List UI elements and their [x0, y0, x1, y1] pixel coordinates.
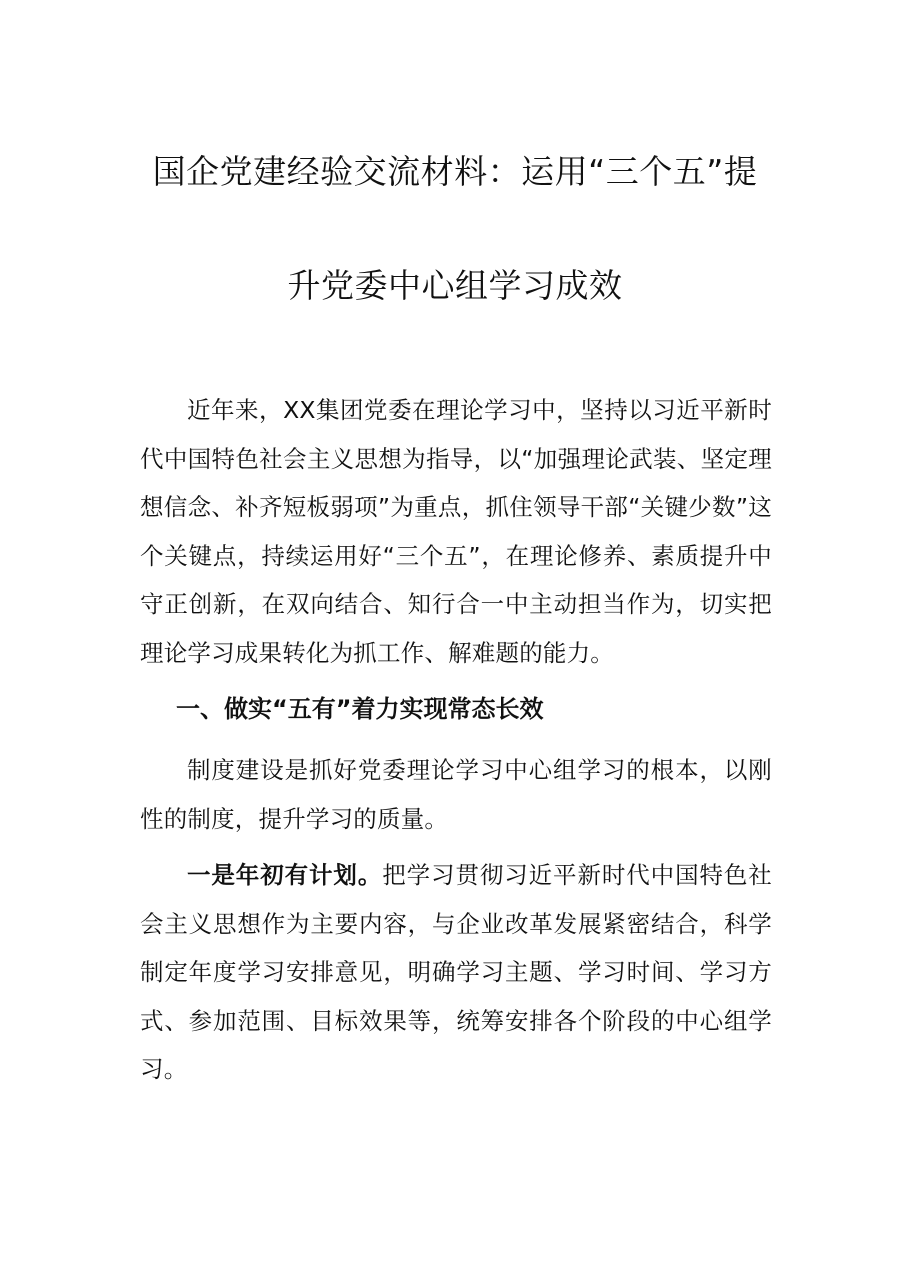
section-heading: 一、做实“五有”着力实现常态长效 [176, 695, 544, 723]
point-one-body: 把学习贯彻习近平新时代中国特色社会主义思想作为主要内容，与企业改革发展紧密结合，科学制定年度学习安排意见，明确学习主题、学习时间、学习方式、参加范围、目标效果等，统筹安排各个阶段的中心组学习。 [140, 861, 772, 1083]
point-one-paragraph [140, 851, 772, 1094]
intro-paragraph: 近年来，XX集团党委在理论学习中，坚持以习近平新时代中国特色社会主义思想为指导，以“加强理论武装、坚定理想信念、补齐短板弱项”为重点，抓住领导干部“关键少数”这个关键点，持续运用好“三个五”，在理论修养、素质提升中守正创新，在双向结合、知行合一中主动担当作为，切实把理论学习成果转化为抓工作、解难题的能力。 [140, 396, 772, 667]
point-one-lead: 一是年初有计划。 [187, 861, 383, 889]
document-title-line-2: 升党委中心组学习成效 [287, 266, 623, 305]
section-intro-paragraph: 制度建设是抓好党委理论学习中心组学习的根本，以刚性的制度，提升学习的质量。 [140, 756, 772, 833]
document-title-line-1: 国企党建经验交流材料：运用“三个五”提 [152, 152, 758, 191]
